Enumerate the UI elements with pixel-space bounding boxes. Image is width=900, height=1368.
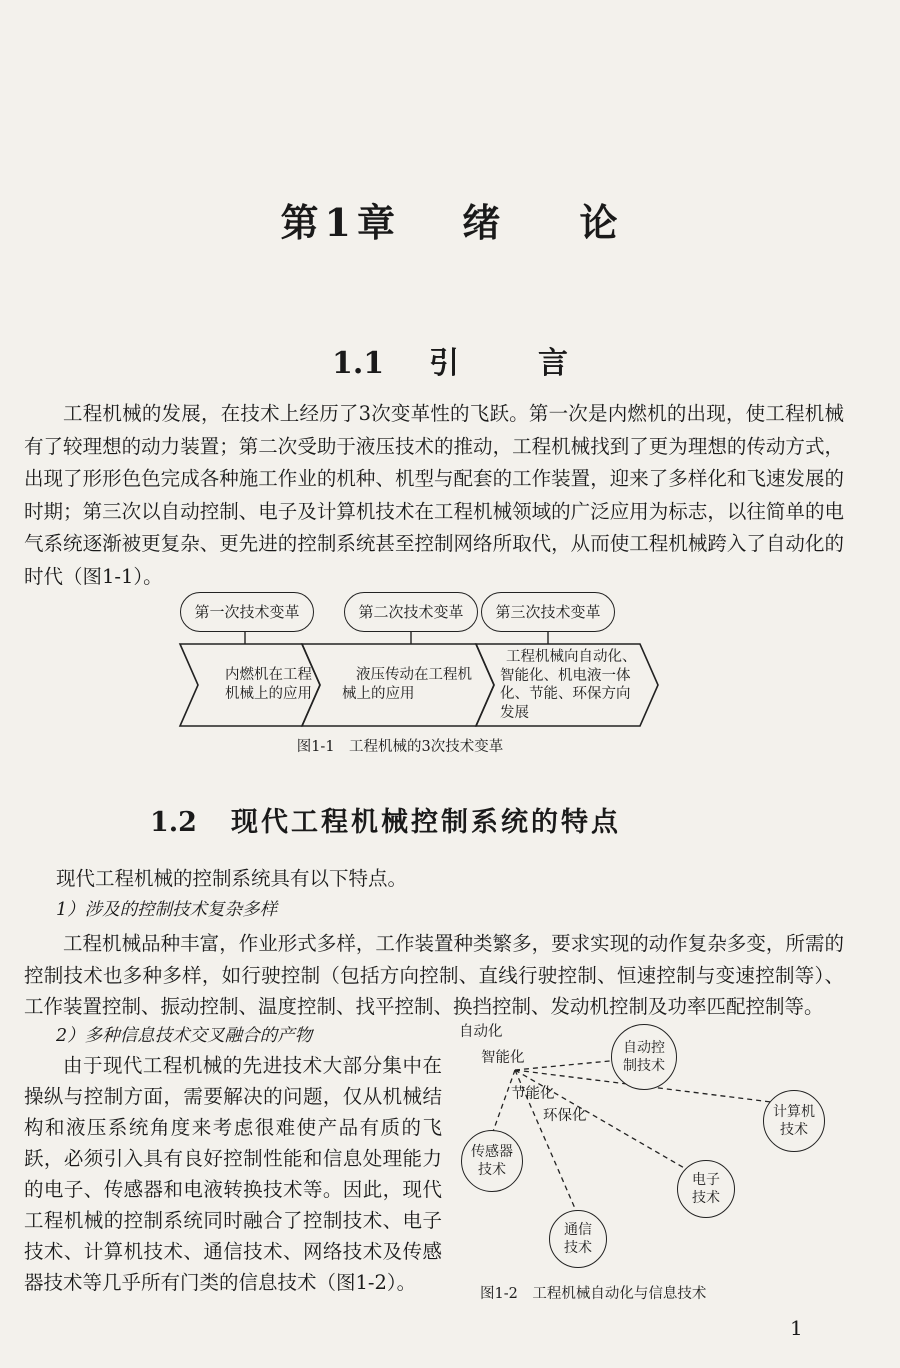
node-communication-tech: 通信 技术 (549, 1210, 607, 1268)
section-title-char-1: 引 (429, 346, 460, 381)
chapter-label: 第 1 章 (280, 200, 397, 245)
section-title: 现代工程机械控制系统的特点 (230, 807, 621, 838)
arrow-2-text: 液压传动在工程机 械上的应用 (342, 667, 472, 702)
arrow-1-text: 内燃机在工程 机械上的应用 (225, 667, 312, 702)
node-control-tech: 自动控 制技术 (611, 1024, 677, 1090)
stage-1-pill: 第一次技术变革 (180, 592, 314, 632)
chapter-title (0, 192, 900, 247)
chapter-word-2: 论 (579, 200, 620, 245)
label-energy-saving: 节能化 (511, 1086, 555, 1102)
section-number: 1.2 (150, 807, 197, 838)
stage-3-pill: 第三次技术变革 (481, 592, 615, 632)
section-number: 1.1 (331, 346, 385, 381)
section-title-char-2: 言 (538, 346, 568, 381)
feature-1-title: 1）涉及的控制技术复杂多样 (56, 900, 278, 920)
page-number: 1 (790, 1316, 803, 1340)
feature-1-text: 工程机械品种丰富，作业形式多样，工作装置种类繁多，要求实现的动作复杂多变，所需的控制技术也多种多样，如行驶控制（包括方向控制、直线行驶控制、恒速控制与变速控制等）、工作装置控制、振动控制、温度控制、找平控制、换挡控制、发动机控制及功率匹配控制等。 (24, 932, 844, 1018)
arrow-3-text: 工程机械向自动化、 智能化、机电液一体 化、节能、环保方向 发展 (500, 649, 637, 721)
features-intro: 现代工程机械的控制系统具有以下特点。 (56, 867, 408, 890)
intro-paragraph: 工程机械的发展，在技术上经历了3次变革性的飞跃。第一次是内燃机的出现，使工程机械有了较理想的动力装置；第二次受助于液压技术的推动，工程机械找到了更为理想的传动方式，出现了形形色色完成各种施工作业的机种、机型与配套的工作装置，迎来了多样化和飞速发展的时期；第三次以自动控制、电子及计算机技术在工程机械领域的广泛应用为标志，以往简单的电气系统逐渐被更复杂、更先进的控制系统甚至控制网络所取代，从而使工程机械跨入了自动化的时代（图1-1）。 (24, 402, 844, 588)
label-intelligence: 智能化 (481, 1050, 525, 1066)
node-computer-tech: 计算机 技术 (763, 1090, 825, 1152)
section-heading-1-2 (150, 800, 621, 839)
figure-1-1-caption: 图1-1 工程机械的3次技术变革 (296, 739, 504, 755)
stage-2-pill: 第二次技术变革 (344, 592, 478, 632)
label-environmental: 环保化 (543, 1108, 587, 1124)
figure-1-1 (170, 592, 730, 742)
figure-1-2-caption: 图1-2 工程机械自动化与信息技术 (480, 1286, 707, 1302)
chapter-word-1: 绪 (462, 200, 503, 245)
section-heading-1-1 (0, 338, 900, 382)
feature-2-text: 由于现代工程机械的先进技术大部分集中在操纵与控制方面，需要解决的问题，仅从机械结构和液压系统角度来考虑很难使产品有质的飞跃，必须引入具有良好控制性能和信息处理能力的电子、传感器和电液转换技术等。因此，现代工程机械的控制系统同时融合了控制技术、电子技术、计算机技术、通信技术、网络技术及传感器技术等几乎所有门类的信息技术（图1-2）。 (24, 1054, 442, 1294)
figure-1-2 (445, 1010, 835, 1300)
node-electronic-tech: 电子 技术 (677, 1160, 735, 1218)
feature-2-title: 2）多种信息技术交叉融合的产物 (56, 1026, 313, 1046)
label-automation: 自动化 (459, 1024, 503, 1040)
node-sensor-tech: 传感器 技术 (461, 1130, 523, 1192)
